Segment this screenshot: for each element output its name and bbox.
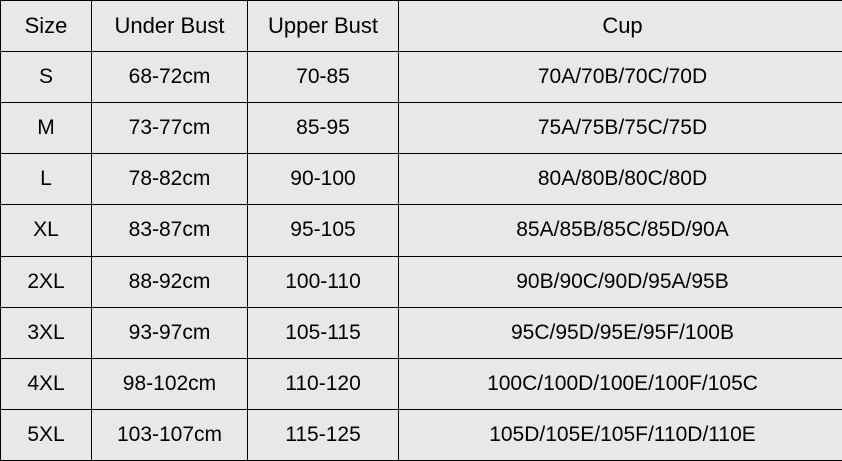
table-row	[1, 256, 842, 307]
column-header-upper-bust: Upper Bust	[248, 1, 399, 52]
table-row	[1, 358, 842, 409]
cell-size: XL	[1, 205, 92, 256]
cell-cup: 100C/100D/100E/100F/105C	[399, 358, 842, 409]
cell-size: M	[1, 103, 92, 154]
cell-upper-bust: 70-85	[248, 52, 399, 103]
table-row	[1, 103, 842, 154]
table-header-row	[1, 1, 842, 52]
cell-upper-bust: 95-105	[248, 205, 399, 256]
table-body	[1, 52, 842, 461]
cell-under-bust: 68-72cm	[92, 52, 248, 103]
table-row	[1, 154, 842, 205]
cell-cup: 75A/75B/75C/75D	[399, 103, 842, 154]
cell-upper-bust: 110-120	[248, 358, 399, 409]
column-header-under-bust: Under Bust	[92, 1, 248, 52]
table-row	[1, 307, 842, 358]
cell-upper-bust: 100-110	[248, 256, 399, 307]
cell-upper-bust: 105-115	[248, 307, 399, 358]
cell-size: 5XL	[1, 409, 92, 460]
cell-under-bust: 83-87cm	[92, 205, 248, 256]
cell-size: 4XL	[1, 358, 92, 409]
cell-under-bust: 88-92cm	[92, 256, 248, 307]
cell-size: 2XL	[1, 256, 92, 307]
cell-upper-bust: 115-125	[248, 409, 399, 460]
cell-cup: 85A/85B/85C/85D/90A	[399, 205, 842, 256]
column-header-cup: Cup	[399, 1, 842, 52]
cell-under-bust: 73-77cm	[92, 103, 248, 154]
cell-under-bust: 98-102cm	[92, 358, 248, 409]
cell-under-bust: 78-82cm	[92, 154, 248, 205]
table-row	[1, 409, 842, 460]
cell-cup: 90B/90C/90D/95A/95B	[399, 256, 842, 307]
table-row	[1, 52, 842, 103]
cell-size: L	[1, 154, 92, 205]
cell-under-bust: 93-97cm	[92, 307, 248, 358]
cell-cup: 70A/70B/70C/70D	[399, 52, 842, 103]
table-header	[1, 1, 842, 52]
cell-cup: 80A/80B/80C/80D	[399, 154, 842, 205]
cell-under-bust: 103-107cm	[92, 409, 248, 460]
cell-cup: 95C/95D/95E/95F/100B	[399, 307, 842, 358]
cell-upper-bust: 90-100	[248, 154, 399, 205]
cell-cup: 105D/105E/105F/110D/110E	[399, 409, 842, 460]
column-header-size: Size	[1, 1, 92, 52]
cell-size: 3XL	[1, 307, 92, 358]
table-row	[1, 205, 842, 256]
cell-size: S	[1, 52, 92, 103]
cell-upper-bust: 85-95	[248, 103, 399, 154]
